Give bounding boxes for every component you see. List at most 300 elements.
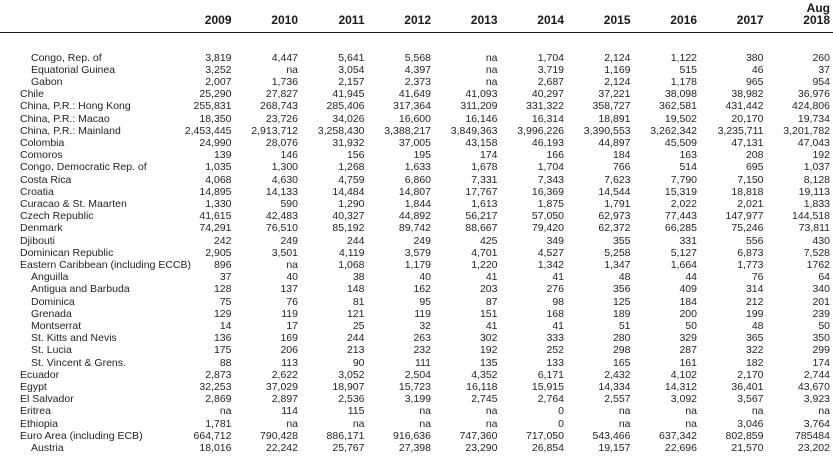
table-row — [0, 174, 833, 186]
cell-value: 62,973 — [598, 210, 631, 223]
column-header-year: 2014 — [537, 13, 564, 27]
table-row — [0, 198, 833, 210]
cell-value: 139 — [213, 149, 232, 162]
cell-value: 355 — [612, 234, 631, 247]
cell-value: 14,484 — [332, 185, 365, 198]
cell-value: 17 — [286, 319, 298, 332]
row-label: Eastern Caribbean (including ECCB) — [20, 258, 191, 271]
cell-value: 287 — [679, 344, 697, 357]
cell-value: 1,220 — [471, 258, 498, 271]
cell-value: 4,759 — [338, 173, 365, 186]
cell-value: 89,742 — [398, 222, 431, 235]
cell-value: 3,501 — [271, 246, 298, 259]
cell-value: 38,982 — [731, 88, 764, 101]
cell-value: 46 — [751, 63, 764, 76]
column-header-year: 2017 — [736, 13, 764, 27]
cell-value: 115 — [347, 405, 365, 418]
cell-value: 77,443 — [664, 210, 697, 223]
cell-value: 3,201,782 — [783, 124, 830, 137]
cell-value: 350 — [812, 332, 830, 345]
cell-value: 23,290 — [465, 442, 498, 454]
cell-value: na — [685, 405, 697, 418]
cell-value: 249 — [280, 234, 298, 247]
row-label: Congo, Rep. of — [31, 51, 102, 64]
cell-value: 1,037 — [803, 161, 830, 174]
cell-value: 37,005 — [398, 136, 431, 149]
cell-value: 125 — [612, 295, 631, 308]
table-row — [0, 149, 833, 161]
cell-value: 38,098 — [664, 88, 697, 101]
cell-value: 15,319 — [664, 185, 697, 198]
cell-value: 37 — [219, 271, 232, 284]
cell-value: 44 — [685, 271, 697, 284]
cell-value: 79,420 — [531, 222, 564, 235]
table-row — [0, 357, 833, 369]
cell-value: 2,897 — [271, 393, 298, 406]
row-label: Djibouti — [20, 234, 56, 247]
cell-value: 98 — [552, 295, 564, 308]
row-label: Costa Rica — [20, 173, 72, 186]
cell-value: 18,350 — [199, 112, 232, 125]
table-row — [0, 259, 833, 271]
cell-value: 5,641 — [338, 51, 365, 64]
cell-value: 1,736 — [271, 75, 298, 88]
cell-value: 255,831 — [193, 100, 232, 113]
cell-value: 3,579 — [404, 246, 431, 259]
cell-value: 365 — [745, 332, 764, 345]
cell-value: 590 — [280, 197, 298, 210]
cell-value: 7,790 — [670, 173, 697, 186]
cell-value: 302 — [479, 332, 498, 345]
table-row — [0, 222, 833, 234]
cell-value: 4,102 — [670, 368, 697, 381]
cell-value: 43,670 — [797, 380, 830, 393]
cell-value: 161 — [679, 356, 697, 369]
cell-value: 6,171 — [537, 368, 564, 381]
cell-value: 81 — [352, 295, 365, 308]
cell-value: 2,869 — [205, 393, 232, 406]
cell-value: 200 — [679, 307, 697, 320]
table-row — [0, 52, 833, 64]
cell-value: 2,022 — [670, 197, 697, 210]
cell-value: 50 — [818, 319, 830, 332]
cell-value: 162 — [413, 283, 431, 296]
cell-value: 88,667 — [465, 222, 498, 235]
cell-value: 40 — [286, 271, 298, 284]
cell-value: 717,050 — [526, 429, 564, 442]
cell-value: 2,905 — [205, 246, 232, 259]
cell-value: 285,406 — [326, 100, 365, 113]
cell-value: 2,453,445 — [184, 124, 232, 137]
cell-value: 129 — [213, 307, 232, 320]
cell-value: 747,360 — [459, 429, 498, 442]
cell-value: 2,157 — [338, 75, 365, 88]
cell-value: 36,976 — [797, 88, 830, 101]
cell-value: 41,093 — [465, 88, 498, 101]
cell-value: 16,369 — [531, 185, 564, 198]
cell-value: 46,193 — [531, 136, 564, 149]
table-row — [0, 332, 833, 344]
cell-value: 18,016 — [199, 442, 232, 454]
cell-value: 18,818 — [731, 185, 764, 198]
cell-value: 5,568 — [404, 51, 431, 64]
cell-value: 44,892 — [398, 210, 431, 223]
cell-value: 74,291 — [199, 222, 232, 235]
cell-value: 358,727 — [592, 100, 631, 113]
cell-value: 50 — [685, 319, 697, 332]
cell-value: 2,557 — [604, 393, 631, 406]
row-label: Curacao & St. Maarten — [20, 197, 127, 210]
header-row — [0, 0, 833, 33]
cell-value: 16,314 — [531, 112, 564, 125]
cell-value: 3,235,711 — [717, 124, 764, 137]
cell-value: 8,128 — [803, 173, 830, 186]
cell-value: 331,322 — [526, 100, 564, 113]
cell-value: 252 — [546, 344, 564, 357]
cell-value: 1,330 — [205, 197, 232, 210]
cell-value: 4,527 — [537, 246, 564, 259]
row-label: Eritrea — [20, 405, 51, 418]
cell-value: 317,364 — [393, 100, 431, 113]
cell-value: 20,170 — [731, 112, 764, 125]
cell-value: 121 — [346, 307, 365, 320]
cell-value: 244 — [346, 234, 365, 247]
cell-value: 41,945 — [332, 88, 365, 101]
cell-value: 199 — [745, 307, 764, 320]
cell-value: 4,447 — [271, 51, 298, 64]
cell-value: na — [685, 417, 697, 430]
row-label: Congo, Democratic Rep. of — [20, 161, 147, 174]
cell-value: 2,373 — [404, 75, 431, 88]
cell-value: 22,242 — [265, 442, 298, 454]
cell-value: 27,827 — [265, 88, 298, 101]
cell-value: 260 — [812, 51, 830, 64]
cell-value: 239 — [812, 307, 830, 320]
cell-value: 31,932 — [332, 136, 365, 149]
cell-value: 41 — [552, 271, 564, 284]
table-row — [0, 137, 833, 149]
row-label: China, P.R.: Hong Kong — [20, 100, 131, 113]
table-row — [0, 113, 833, 125]
cell-value: 182 — [745, 356, 764, 369]
cell-value: na — [485, 405, 498, 418]
row-label: China, P.R.: Mainland — [20, 124, 121, 137]
cell-value: 3,849,363 — [450, 124, 498, 137]
cell-value: na — [286, 63, 298, 76]
cell-value: 151 — [479, 307, 498, 320]
cell-value: 75 — [219, 295, 232, 308]
column-header-top-line: Aug — [806, 1, 830, 15]
cell-value: 192 — [479, 344, 498, 357]
cell-value: 75,246 — [731, 222, 764, 235]
cell-value: 2,913,712 — [251, 124, 298, 137]
cell-value: 73,811 — [798, 222, 830, 235]
row-label: Grenada — [31, 307, 72, 320]
table-row — [0, 381, 833, 393]
cell-value: 3,199 — [404, 393, 431, 406]
cell-value: 298 — [612, 344, 631, 357]
cell-value: 14,334 — [598, 380, 631, 393]
cell-value: 785484 — [794, 429, 830, 442]
cell-value: 6,860 — [404, 173, 431, 186]
cell-value: na — [618, 417, 631, 430]
cell-value: na — [419, 417, 431, 430]
cell-value: 268,743 — [260, 100, 298, 113]
cell-value: 111 — [415, 356, 431, 369]
cell-value: 1,633 — [404, 161, 431, 174]
cell-value: 232 — [413, 344, 431, 357]
cell-value: na — [751, 405, 764, 418]
cell-value: 133 — [546, 356, 564, 369]
cell-value: 95 — [419, 295, 431, 308]
cell-value: 28,076 — [265, 136, 298, 149]
cell-value: 41,615 — [199, 210, 232, 223]
cell-value: 790,428 — [260, 429, 298, 442]
cell-value: 16,146 — [465, 112, 498, 125]
cell-value: 37,029 — [265, 380, 298, 393]
row-label: Colombia — [20, 136, 65, 149]
cell-value: 156 — [346, 149, 365, 162]
cell-value: 1,342 — [537, 258, 564, 271]
cell-value: 41 — [485, 319, 498, 332]
cell-value: 42,483 — [265, 210, 298, 223]
cell-value: 7,528 — [803, 246, 830, 259]
cell-value: na — [618, 405, 631, 418]
label-column-header — [0, 0, 168, 33]
cell-value: 3,567 — [737, 393, 764, 406]
row-label: St. Vincent & Grens. — [31, 356, 126, 369]
row-label: St. Kitts and Nevis — [31, 332, 117, 345]
cell-value: 165 — [612, 356, 631, 369]
cell-value: 1,290 — [338, 197, 365, 210]
cell-value: na — [219, 405, 232, 418]
cell-value: 886,171 — [326, 429, 365, 442]
cell-value: 163 — [679, 149, 697, 162]
cell-value: 51 — [618, 319, 631, 332]
table-row — [0, 76, 833, 88]
cell-value: 147,977 — [725, 210, 764, 223]
cell-value: 7,150 — [737, 173, 764, 186]
cell-value: 242 — [213, 234, 232, 247]
cell-value: 1,178 — [670, 75, 697, 88]
cell-value: 168 — [546, 307, 564, 320]
cell-value: na — [818, 405, 830, 418]
cell-value: 1,791 — [604, 197, 631, 210]
cell-value: 90 — [352, 356, 365, 369]
cell-value: 3,719 — [537, 63, 564, 76]
table-row — [0, 418, 833, 430]
cell-value: 212 — [745, 295, 764, 308]
table-row — [0, 430, 833, 442]
cell-value: 0 — [558, 417, 564, 430]
cell-value: 38 — [352, 271, 365, 284]
cell-value: 1,704 — [537, 51, 564, 64]
cell-value: 87 — [485, 295, 498, 308]
column-header-2013 — [434, 0, 501, 33]
cell-value: 175 — [213, 344, 232, 357]
cell-value: 184 — [612, 149, 631, 162]
cell-value: 25,767 — [332, 442, 365, 454]
cell-value: 3,996,226 — [517, 124, 564, 137]
cell-value: 896 — [213, 258, 232, 271]
cell-value: 3,252 — [205, 63, 232, 76]
cell-value: 14,133 — [265, 185, 298, 198]
cell-value: 44,897 — [598, 136, 631, 149]
cell-value: 56,217 — [465, 210, 498, 223]
cell-value: 4,352 — [471, 368, 498, 381]
cell-value: 40,297 — [531, 88, 564, 101]
cell-value: 5,127 — [670, 246, 697, 259]
cell-value: 25,290 — [199, 88, 232, 101]
row-label: Equatorial Guinea — [31, 63, 116, 76]
cell-value: 195 — [413, 149, 431, 162]
cell-value: 128 — [213, 283, 232, 296]
cell-value: 23,726 — [265, 112, 298, 125]
column-header-year: 2015 — [603, 13, 631, 27]
cell-value: 637,342 — [659, 429, 697, 442]
cell-value: 322 — [745, 344, 764, 357]
cell-value: 249 — [413, 234, 431, 247]
cell-value: 166 — [546, 149, 564, 162]
column-header-year: 2018 — [803, 13, 830, 27]
cell-value: 184 — [679, 295, 697, 308]
cell-value: 424,806 — [792, 100, 830, 113]
row-label: China, P.R.: Macao — [20, 112, 110, 125]
cell-value: 192 — [812, 149, 830, 162]
cell-value: 169 — [280, 332, 298, 345]
cell-value: 76,510 — [265, 222, 298, 235]
cell-value: 24,990 — [199, 136, 232, 149]
cell-value: 333 — [546, 332, 564, 345]
cell-value: 380 — [745, 51, 764, 64]
cell-value: 244 — [346, 332, 365, 345]
cell-value: 6,873 — [737, 246, 764, 259]
cell-value: 41 — [552, 319, 564, 332]
cell-value: 2,622 — [271, 368, 298, 381]
cell-value: 114 — [281, 405, 298, 418]
table-body — [0, 33, 833, 455]
cell-value: 40 — [419, 271, 431, 284]
cell-value: 1,613 — [471, 197, 498, 210]
cell-value: 1,068 — [338, 258, 365, 271]
cell-value: 136 — [213, 332, 232, 345]
column-header-2010 — [235, 0, 302, 33]
cell-value: 1,678 — [471, 161, 498, 174]
column-header-year: 2010 — [271, 13, 298, 27]
cell-value: 1,875 — [537, 197, 564, 210]
cell-value: 15,723 — [398, 380, 431, 393]
cell-value: 2,504 — [404, 368, 431, 381]
row-label: Austria — [31, 442, 64, 454]
column-header-year: 2009 — [204, 13, 232, 27]
cell-value: 664,712 — [193, 429, 232, 442]
row-label: St. Lucia — [31, 344, 72, 357]
cell-value: 802,859 — [725, 429, 764, 442]
row-label: Croatia — [20, 185, 54, 198]
cell-value: 148 — [346, 283, 365, 296]
cell-value: 362,581 — [659, 100, 697, 113]
cell-value: 409 — [679, 283, 697, 296]
cell-value: 7,331 — [471, 173, 498, 186]
cell-value: 37 — [818, 63, 830, 76]
table-row — [0, 100, 833, 112]
cell-value: 14 — [219, 319, 232, 332]
cell-value: 48 — [618, 271, 631, 284]
cell-value: 280 — [612, 332, 631, 345]
cell-value: 119 — [281, 307, 298, 320]
column-header-2017 — [700, 0, 767, 33]
cell-value: 514 — [679, 161, 697, 174]
cell-value: 331 — [679, 234, 697, 247]
cell-value: 3,054 — [338, 63, 365, 76]
cell-value: 21,570 — [731, 442, 764, 454]
cell-value: 7,623 — [604, 173, 631, 186]
cell-value: 695 — [745, 161, 764, 174]
table-row — [0, 210, 833, 222]
cell-value: 311,209 — [460, 100, 498, 113]
table-row — [0, 308, 833, 320]
cell-value: 3,764 — [803, 417, 830, 430]
cell-value: 19,734 — [797, 112, 830, 125]
cell-value: na — [485, 417, 498, 430]
row-label: Gabon — [31, 75, 63, 88]
cell-value: 22,696 — [664, 442, 697, 454]
cell-value: 2,007 — [205, 75, 232, 88]
cell-value: 3,258,430 — [317, 124, 365, 137]
cell-value: 213 — [346, 344, 365, 357]
cell-value: 16,118 — [466, 380, 498, 393]
cell-value: 64 — [818, 271, 830, 284]
cell-value: 515 — [679, 63, 697, 76]
cell-value: 174 — [479, 149, 498, 162]
row-label: Euro Area (including ECB) — [20, 429, 143, 442]
cell-value: 14,895 — [199, 185, 232, 198]
cell-value: 17,767 — [465, 185, 498, 198]
cell-value: na — [485, 63, 498, 76]
cell-value: 14,807 — [398, 185, 431, 198]
cell-value: 15,915 — [531, 380, 564, 393]
cell-value: 208 — [745, 149, 764, 162]
cell-value: 916,636 — [393, 429, 431, 442]
cell-value: 1,664 — [670, 258, 697, 271]
cell-value: 2,764 — [537, 393, 564, 406]
cell-value: 3,262,342 — [650, 124, 697, 137]
column-header-year: 2016 — [670, 13, 697, 27]
cell-value: 85,192 — [332, 222, 365, 235]
cell-value: 41 — [485, 271, 498, 284]
row-label: Ethiopia — [20, 417, 58, 430]
column-header-2018 — [767, 0, 833, 33]
cell-value: 66,285 — [664, 222, 697, 235]
cell-value: 3,388,217 — [384, 124, 431, 137]
cell-value: 146 — [280, 149, 298, 162]
cell-value: 1,781 — [205, 417, 232, 430]
cell-value: 3,390,553 — [583, 124, 631, 137]
cell-value: na — [352, 417, 365, 430]
row-label: Egypt — [20, 380, 47, 393]
cell-value: 45,509 — [664, 136, 697, 149]
cell-value: 1,179 — [404, 258, 431, 271]
cell-value: 276 — [546, 283, 564, 296]
column-header-2011 — [301, 0, 368, 33]
column-header-year: 2012 — [404, 13, 431, 27]
cell-value: 135 — [479, 356, 498, 369]
cell-value: 41,649 — [398, 88, 431, 101]
cell-value: 14,544 — [598, 185, 631, 198]
cell-value: 1,347 — [604, 258, 631, 271]
cell-value: 4,068 — [205, 173, 232, 186]
cell-value: 4,119 — [339, 246, 365, 259]
